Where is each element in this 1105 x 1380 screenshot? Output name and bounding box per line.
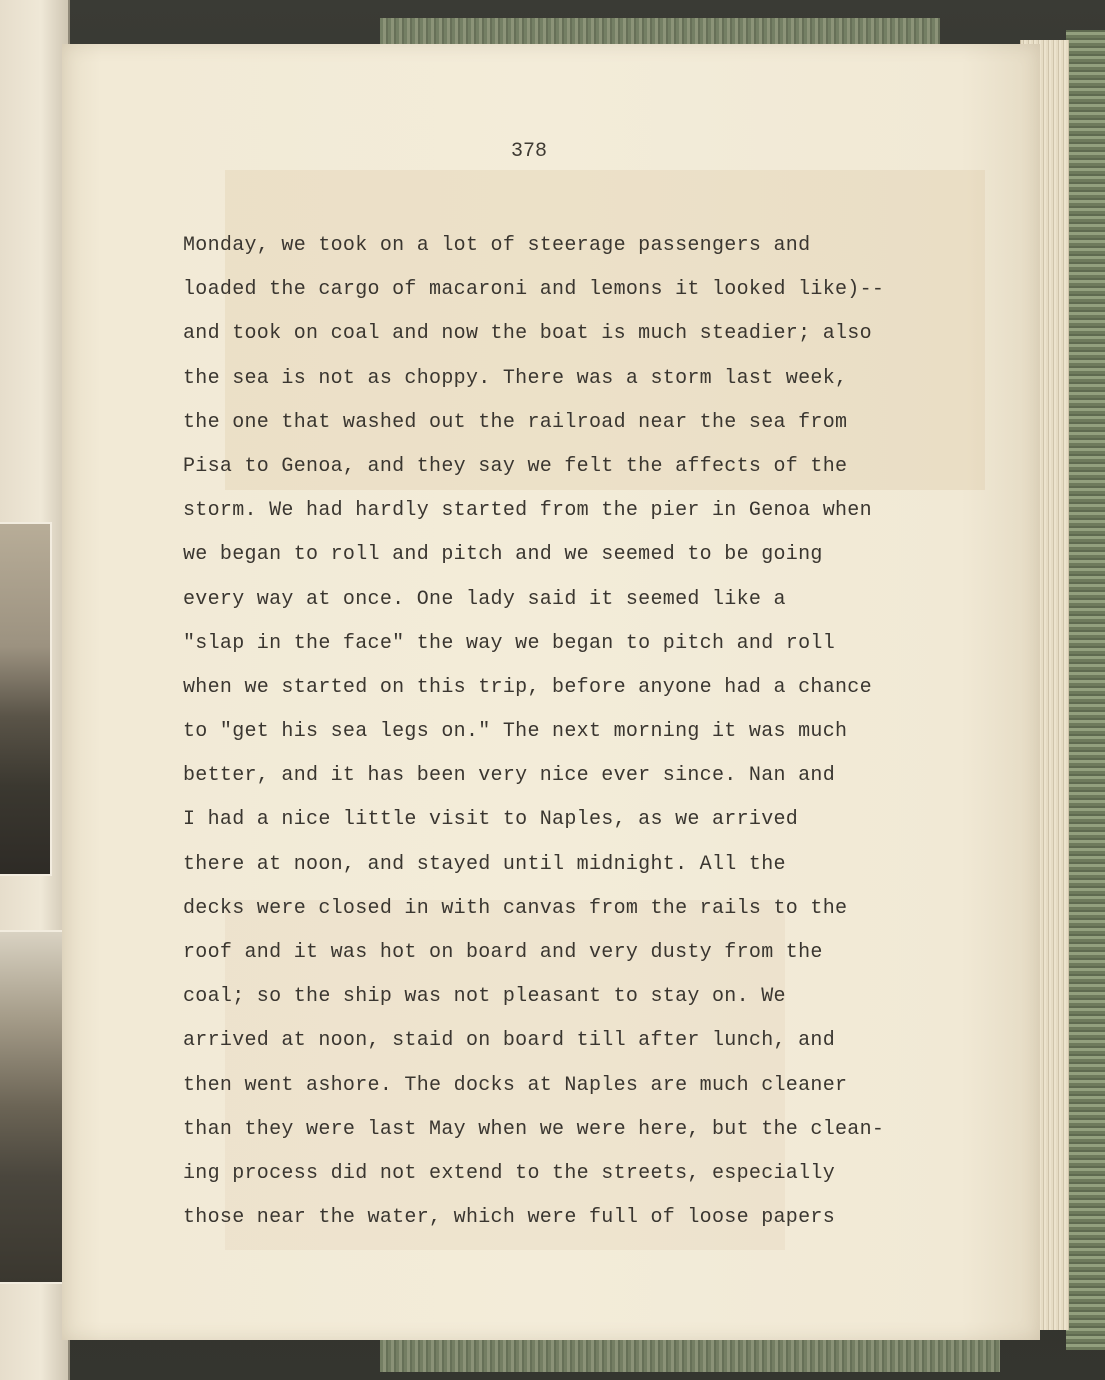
left-facing-page (0, 0, 70, 1380)
page-number: 378 (510, 140, 547, 163)
text-line: when we started on this trip, before anyone had a chance (183, 675, 872, 699)
text-line: to "get his sea legs on." The next morning it was much (183, 720, 848, 744)
text-line: I had a nice little visit to Naples, as we arrived (183, 808, 799, 832)
text-line: decks were closed in with canvas from the rails to the (183, 896, 848, 920)
text-line: then went ashore. The docks at Naples are much cleaner (183, 1073, 848, 1097)
text-line: every way at once. One lady said it seemed like a (183, 587, 786, 611)
text-line: storm. We had hardly started from the pier in Genoa when (183, 499, 872, 523)
text-line: ing process did not extend to the streets, especially (183, 1161, 836, 1185)
text-line: better, and it has been very nice ever since. Nan and (183, 764, 836, 788)
text-line: we began to roll and pitch and we seemed to be going (183, 543, 823, 567)
text-line: than they were last May when we were here, but the clean- (183, 1117, 885, 1141)
text-line: Monday, we took on a lot of steerage passengers and (183, 234, 811, 257)
photo-thumbnail-upper (0, 522, 52, 876)
text-line: coal; so the ship was not pleasant to stay on. We (183, 985, 786, 1009)
text-line: loaded the cargo of macaroni and lemons it looked like)-- (183, 278, 885, 302)
text-line: the one that washed out the railroad near the sea from (183, 410, 848, 434)
text-line: roof and it was hot on board and very dusty from the (183, 941, 823, 964)
cloth-binding-right (1066, 30, 1105, 1350)
body-text (183, 224, 983, 1240)
text-line: "slap in the face" the way we began to pitch and roll (183, 631, 836, 655)
text-line: those near the water, which were full of loose papers (183, 1206, 836, 1230)
photo-thumbnail-lower (0, 930, 68, 1284)
text-line: Pisa to Genoa, and they say we felt the affects of the (183, 454, 848, 478)
text-line: the sea is not as choppy. There was a storm last week, (183, 366, 848, 390)
text-line: arrived at noon, staid on board till after lunch, and (183, 1029, 836, 1053)
text-line: there at noon, and stayed until midnight. All the (183, 852, 786, 876)
text-line: and took on coal and now the boat is much steadier; also (183, 322, 872, 346)
